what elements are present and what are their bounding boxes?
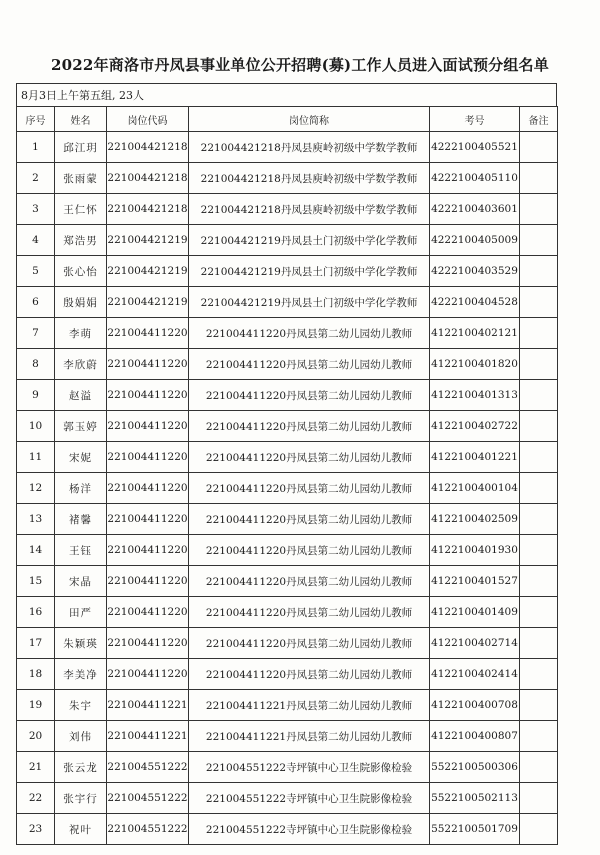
cell-remark [520, 442, 558, 473]
cell-post-title: 221004411220丹凤县第二幼儿园幼儿教师 [189, 535, 430, 566]
cell-exam-number: 4122100401527 [430, 566, 520, 597]
cell-remark [520, 783, 558, 814]
cell-exam-number: 4122100401221 [430, 442, 520, 473]
cell-name: 殷娟娟 [55, 287, 107, 318]
cell-exam-number: 4222100403601 [430, 194, 520, 225]
cell-remark [520, 659, 558, 690]
table-row [17, 597, 558, 628]
cell-remark [520, 535, 558, 566]
cell-post-title: 221004551222寺坪镇中心卫生院影像检验 [189, 752, 430, 783]
table-row [17, 225, 558, 256]
header-exam-number: 考号 [430, 107, 520, 132]
cell-exam-number: 4122100402509 [430, 504, 520, 535]
cell-name: 田严 [55, 597, 107, 628]
table-row [17, 349, 558, 380]
cell-post-code: 221004411220 [107, 504, 189, 535]
cell-post-title: 221004421218丹凤县庾岭初级中学数学教师 [189, 163, 430, 194]
cell-name: 杨洋 [55, 473, 107, 504]
table-row [17, 752, 558, 783]
cell-post-code: 221004551222 [107, 752, 189, 783]
group-line: 8月3日上午第五组, 23人 [16, 83, 557, 106]
cell-exam-number: 4122100401930 [430, 535, 520, 566]
cell-post-code: 221004411220 [107, 442, 189, 473]
cell-seq: 23 [17, 814, 55, 845]
cell-name: 王仁怀 [55, 194, 107, 225]
cell-seq: 10 [17, 411, 55, 442]
cell-remark [520, 380, 558, 411]
cell-post-title: 221004421218丹凤县庾岭初级中学数学教师 [189, 132, 430, 163]
cell-remark [520, 504, 558, 535]
cell-name: 张云龙 [55, 752, 107, 783]
cell-name: 祝叶 [55, 814, 107, 845]
cell-exam-number: 4222100404528 [430, 287, 520, 318]
cell-post-code: 221004421218 [107, 163, 189, 194]
table-row [17, 473, 558, 504]
cell-remark [520, 628, 558, 659]
cell-seq: 17 [17, 628, 55, 659]
roster-sheet [16, 83, 557, 845]
cell-post-code: 221004411220 [107, 318, 189, 349]
cell-remark [520, 318, 558, 349]
cell-post-code: 221004421218 [107, 132, 189, 163]
cell-remark [520, 287, 558, 318]
cell-name: 李欣蔚 [55, 349, 107, 380]
cell-post-title: 221004421219丹凤县土门初级中学化学教师 [189, 287, 430, 318]
cell-seq: 22 [17, 783, 55, 814]
cell-post-title: 221004411220丹凤县第二幼儿园幼儿教师 [189, 442, 430, 473]
cell-exam-number: 5522100500306 [430, 752, 520, 783]
cell-post-title: 221004411220丹凤县第二幼儿园幼儿教师 [189, 380, 430, 411]
table-row [17, 721, 558, 752]
header-remark: 备注 [520, 107, 558, 132]
cell-post-title: 221004411220丹凤县第二幼儿园幼儿教师 [189, 349, 430, 380]
cell-seq: 5 [17, 256, 55, 287]
cell-exam-number: 4122100402714 [430, 628, 520, 659]
cell-post-code: 221004421218 [107, 194, 189, 225]
cell-exam-number: 4122100401820 [430, 349, 520, 380]
cell-seq: 1 [17, 132, 55, 163]
cell-exam-number: 5522100502113 [430, 783, 520, 814]
cell-exam-number: 4222100405521 [430, 132, 520, 163]
table-row [17, 194, 558, 225]
cell-post-code: 221004411220 [107, 411, 189, 442]
cell-name: 张心怡 [55, 256, 107, 287]
cell-post-code: 221004411220 [107, 349, 189, 380]
cell-post-title: 221004421219丹凤县土门初级中学化学教师 [189, 225, 430, 256]
table-header-row [17, 107, 558, 132]
cell-post-code: 221004411220 [107, 566, 189, 597]
cell-seq: 14 [17, 535, 55, 566]
cell-post-title: 221004411220丹凤县第二幼儿园幼儿教师 [189, 659, 430, 690]
cell-post-title: 221004411221丹凤县第二幼儿园幼儿教师 [189, 721, 430, 752]
cell-name: 朱颖瑛 [55, 628, 107, 659]
table-row [17, 783, 558, 814]
table-row [17, 380, 558, 411]
cell-post-code: 221004421219 [107, 225, 189, 256]
cell-remark [520, 473, 558, 504]
cell-remark [520, 566, 558, 597]
cell-remark [520, 163, 558, 194]
cell-post-code: 221004551222 [107, 814, 189, 845]
table-row [17, 535, 558, 566]
cell-seq: 3 [17, 194, 55, 225]
cell-remark [520, 349, 558, 380]
cell-remark [520, 225, 558, 256]
table-row [17, 690, 558, 721]
cell-seq: 6 [17, 287, 55, 318]
header-name: 姓名 [55, 107, 107, 132]
cell-post-code: 221004421219 [107, 256, 189, 287]
cell-post-title: 221004421218丹凤县庾岭初级中学数学教师 [189, 194, 430, 225]
cell-post-code: 221004411221 [107, 721, 189, 752]
cell-remark [520, 721, 558, 752]
cell-name: 郭玉婷 [55, 411, 107, 442]
cell-name: 张雨蒙 [55, 163, 107, 194]
cell-post-code: 221004411220 [107, 628, 189, 659]
cell-seq: 20 [17, 721, 55, 752]
cell-post-title: 221004551222寺坪镇中心卫生院影像检验 [189, 783, 430, 814]
table-row [17, 814, 558, 845]
cell-name: 张宇行 [55, 783, 107, 814]
table-row [17, 628, 558, 659]
table-row [17, 659, 558, 690]
cell-exam-number: 4122100401313 [430, 380, 520, 411]
table-row [17, 132, 558, 163]
cell-exam-number: 4122100400104 [430, 473, 520, 504]
cell-remark [520, 597, 558, 628]
cell-post-title: 221004411220丹凤县第二幼儿园幼儿教师 [189, 411, 430, 442]
cell-exam-number: 4222100405009 [430, 225, 520, 256]
table-row [17, 256, 558, 287]
cell-name: 邱江玥 [55, 132, 107, 163]
cell-post-title: 221004411220丹凤县第二幼儿园幼儿教师 [189, 504, 430, 535]
cell-post-title: 221004411220丹凤县第二幼儿园幼儿教师 [189, 597, 430, 628]
cell-remark [520, 411, 558, 442]
cell-exam-number: 4222100403529 [430, 256, 520, 287]
cell-seq: 9 [17, 380, 55, 411]
cell-name: 赵溢 [55, 380, 107, 411]
cell-seq: 4 [17, 225, 55, 256]
cell-seq: 8 [17, 349, 55, 380]
cell-post-title: 221004411220丹凤县第二幼儿园幼儿教师 [189, 566, 430, 597]
cell-name: 朱宇 [55, 690, 107, 721]
cell-name: 李萌 [55, 318, 107, 349]
cell-name: 郑浩男 [55, 225, 107, 256]
cell-exam-number: 4122100400708 [430, 690, 520, 721]
cell-exam-number: 4122100400807 [430, 721, 520, 752]
cell-seq: 11 [17, 442, 55, 473]
cell-post-title: 221004411220丹凤县第二幼儿园幼儿教师 [189, 473, 430, 504]
cell-seq: 19 [17, 690, 55, 721]
table-row [17, 442, 558, 473]
cell-seq: 15 [17, 566, 55, 597]
cell-name: 王钰 [55, 535, 107, 566]
cell-name: 宋晶 [55, 566, 107, 597]
cell-post-code: 221004411220 [107, 473, 189, 504]
cell-post-title: 221004411221丹凤县第二幼儿园幼儿教师 [189, 690, 430, 721]
cell-exam-number: 4122100402722 [430, 411, 520, 442]
cell-exam-number: 4122100402414 [430, 659, 520, 690]
document-title: 2022年商洛市丹凤县事业单位公开招聘(募)工作人员进入面试预分组名单 [51, 56, 549, 74]
table-row [17, 566, 558, 597]
cell-post-code: 221004421219 [107, 287, 189, 318]
cell-post-code: 221004411221 [107, 690, 189, 721]
cell-post-code: 221004411220 [107, 659, 189, 690]
cell-seq: 7 [17, 318, 55, 349]
table-row [17, 318, 558, 349]
cell-remark [520, 752, 558, 783]
cell-exam-number: 5522100501709 [430, 814, 520, 845]
cell-name: 褚馨 [55, 504, 107, 535]
cell-remark [520, 132, 558, 163]
table-row [17, 163, 558, 194]
cell-post-title: 221004551222寺坪镇中心卫生院影像检验 [189, 814, 430, 845]
cell-seq: 16 [17, 597, 55, 628]
cell-remark [520, 814, 558, 845]
cell-seq: 18 [17, 659, 55, 690]
header-seq: 序号 [17, 107, 55, 132]
cell-post-code: 221004551222 [107, 783, 189, 814]
cell-post-code: 221004411220 [107, 380, 189, 411]
cell-seq: 12 [17, 473, 55, 504]
cell-seq: 2 [17, 163, 55, 194]
cell-name: 刘伟 [55, 721, 107, 752]
cell-remark [520, 194, 558, 225]
cell-seq: 13 [17, 504, 55, 535]
cell-post-code: 221004411220 [107, 597, 189, 628]
cell-post-title: 221004411220丹凤县第二幼儿园幼儿教师 [189, 628, 430, 659]
cell-post-title: 221004411220丹凤县第二幼儿园幼儿教师 [189, 318, 430, 349]
header-post-code: 岗位代码 [107, 107, 189, 132]
header-post-title: 岗位简称 [189, 107, 430, 132]
cell-exam-number: 4122100402121 [430, 318, 520, 349]
roster-table [16, 106, 558, 845]
cell-post-title: 221004421219丹凤县土门初级中学化学教师 [189, 256, 430, 287]
cell-remark [520, 256, 558, 287]
cell-name: 李美净 [55, 659, 107, 690]
cell-exam-number: 4122100401409 [430, 597, 520, 628]
cell-seq: 21 [17, 752, 55, 783]
cell-post-code: 221004411220 [107, 535, 189, 566]
cell-remark [520, 690, 558, 721]
table-row [17, 504, 558, 535]
cell-name: 宋妮 [55, 442, 107, 473]
cell-exam-number: 4222100405110 [430, 163, 520, 194]
table-row [17, 287, 558, 318]
table-row [17, 411, 558, 442]
